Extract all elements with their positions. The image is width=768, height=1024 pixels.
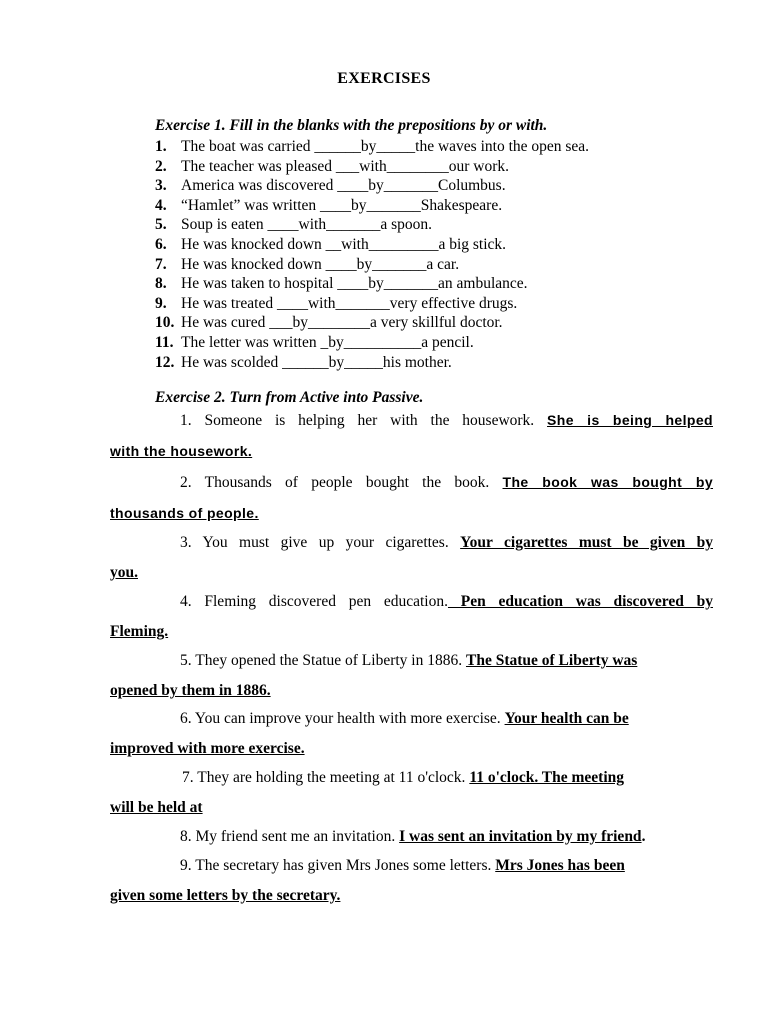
item-text: He was cured ___by________a very skillful doctor. <box>181 314 503 332</box>
exercise1-item <box>155 353 715 373</box>
item-number: 12. <box>155 353 175 371</box>
item-text: America was discovered ____by_______Columbus. <box>181 177 506 195</box>
exercise1-item <box>155 157 715 177</box>
exercise2-item <box>110 528 713 588</box>
question-text: 5. They opened the Statue of Liberty in 1886. <box>180 652 463 669</box>
exercise2-item: 8. My friend sent me an invitation. I was sent an invitation by my friend. <box>180 828 646 845</box>
exercise1-heading: Exercise 1. Fill in the blanks with the prepositions by or with. <box>155 117 548 134</box>
item-number: 10. <box>155 314 175 332</box>
item-text: He was knocked down __with_________a big stick. <box>181 235 507 253</box>
item-text: He was knocked down ____by_______a car. <box>181 255 460 273</box>
question-text: 7. They are holding the meeting at 11 o'clock. <box>182 769 466 786</box>
exercise1-item <box>155 215 715 235</box>
item-number: 4. <box>155 196 167 214</box>
item-number: 5. <box>155 216 167 234</box>
answer-text: Pen education was discovered by <box>447 593 713 610</box>
question-text: 2. Thousands of people bought the book. <box>180 474 490 491</box>
exercise1-item <box>155 274 715 294</box>
exercise1-item <box>155 235 715 255</box>
answer-text-continued: with the housework. <box>110 443 253 459</box>
item-text: He was scolded ______by_____his mother. <box>181 353 452 371</box>
item-text: He was taken to hospital ____by_______an ambulance. <box>181 275 528 293</box>
answer-text: The book was bought by <box>502 474 714 490</box>
exercise2-item <box>110 763 713 823</box>
exercise2-item <box>110 646 713 706</box>
item-text: Soup is eaten ____with_______a spoon. <box>181 216 432 234</box>
question-text: 1. Someone is helping her with the housework. <box>180 412 535 429</box>
item-number: 2. <box>155 157 167 175</box>
exercise2-item <box>110 467 713 529</box>
answer-text-continued: you. <box>110 564 138 581</box>
answer-text: I was sent an invitation by my friend <box>399 828 642 845</box>
answer-text-continued: Fleming. <box>110 623 169 640</box>
exercise1-item <box>155 333 715 353</box>
item-number: 11. <box>155 333 174 351</box>
item-number: 6. <box>155 235 167 253</box>
item-number: 9. <box>155 294 167 312</box>
answer-text-continued: opened by them in 1886. <box>110 682 271 699</box>
item-number: 7. <box>155 255 167 273</box>
answer-text: 11 o'clock. The meeting <box>469 769 625 786</box>
page-title: EXERCISES <box>337 70 431 87</box>
exercise1-item <box>155 176 715 196</box>
question-text: 8. My friend sent me an invitation. <box>180 828 396 845</box>
answer-text-continued: improved with more exercise. <box>110 740 305 757</box>
item-number: 1. <box>155 138 167 155</box>
item-text: The teacher was pleased ___with________our work. <box>181 157 509 175</box>
exercise2-heading: Exercise 2. Turn from Active into Passive. <box>155 389 424 406</box>
exercise1-item <box>155 255 715 275</box>
item-text: “Hamlet” was written ____by_______Shakespeare. <box>181 196 503 214</box>
exercise2-item <box>110 851 713 911</box>
answer-text: Your cigarettes must be given by <box>460 534 713 551</box>
item-number: 3. <box>155 177 167 195</box>
question-text: 4. Fleming discovered pen education. <box>180 593 448 610</box>
question-text: 9. The secretary has given Mrs Jones some letters. <box>180 857 492 874</box>
exercise1-item <box>155 196 715 216</box>
item-number: 8. <box>155 275 167 293</box>
answer-text: The Statue of Liberty was <box>465 652 638 669</box>
answer-text-continued: given some letters by the secretary. <box>110 887 341 904</box>
item-text: The letter was written _by__________a pencil. <box>181 333 474 351</box>
exercise1-item <box>155 313 715 333</box>
exercise2-item <box>110 587 713 647</box>
exercise2-item <box>110 405 713 467</box>
answer-text-continued: will be held at <box>110 799 203 816</box>
answer-text: She is being helped <box>547 412 713 428</box>
exercise2-item <box>110 704 713 764</box>
exercise1-item <box>155 137 715 157</box>
exercise1-item <box>155 294 715 314</box>
answer-text: Mrs Jones has been <box>495 857 625 874</box>
question-text: 6. You can improve your health with more exercise. <box>180 710 501 727</box>
answer-text: Your health can be <box>504 710 629 727</box>
item-text: The boat was carried ______by_____the waves into the open sea. <box>181 138 590 155</box>
exercise1-list <box>155 137 715 372</box>
question-text: 3. You must give up your cigarettes. <box>180 534 449 551</box>
item-text: He was treated ____with_______very effective drugs. <box>181 294 518 312</box>
answer-text-continued: thousands of people. <box>110 505 259 521</box>
